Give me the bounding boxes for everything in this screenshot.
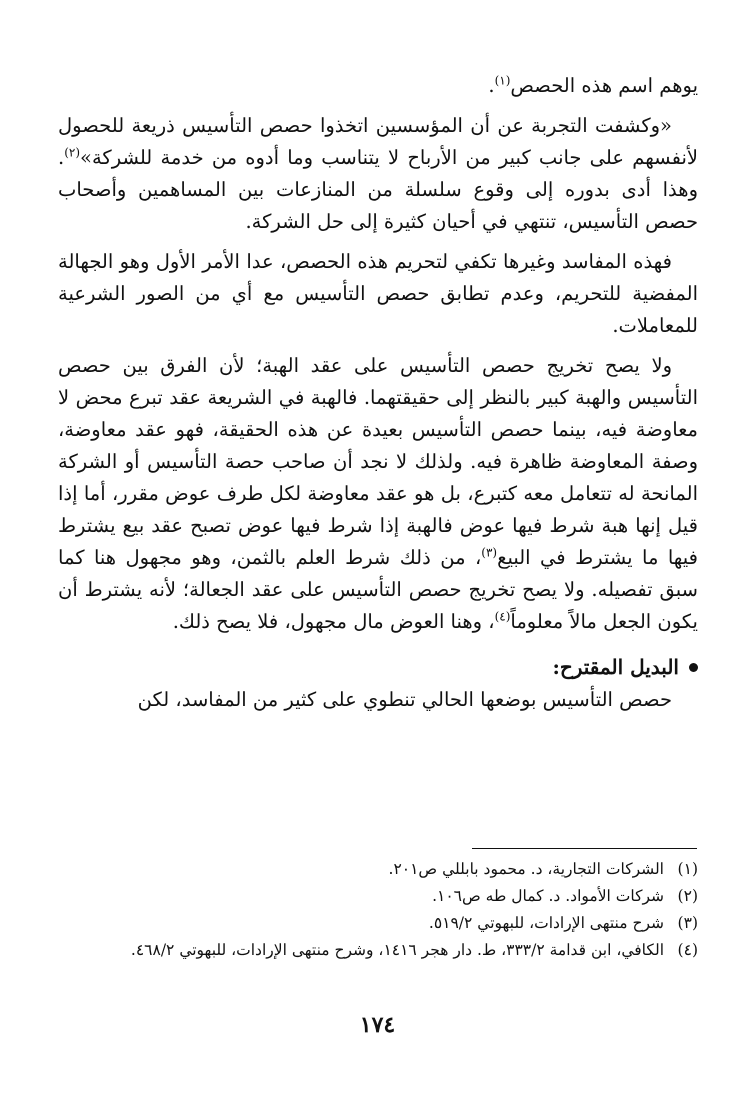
- footnote-ref-1: (١): [494, 73, 511, 88]
- footnote-2: [58, 883, 698, 910]
- footnote-text: الشركات التجارية، د. محمود بابللي ص٢٠١.: [388, 860, 664, 878]
- footnote-number: (٤): [677, 941, 698, 959]
- paragraph-4-part-c: ، وهنا العوض مال مجهول، فلا يصح ذلك.: [172, 610, 495, 633]
- footnote-text: الكافي، ابن قدامة ٣٣٣/٢، ط. دار هجر ١٤١٦، وشرح منتهى الإرادات، للبهوتي ٤٦٨/٢.: [130, 941, 664, 959]
- section-heading-text: البديل المقترح:: [552, 655, 679, 679]
- bullet-icon: [689, 663, 698, 672]
- paragraph-2-end: . وهذا أدى بدوره إلى وقوع سلسلة من المنازعات بين المساهمين وأصحاب حصص التأسيس، تنتهي في أحيان كثيرة إلى حل الشركة.: [58, 146, 698, 233]
- footnote-text: شركات الأمواد. د. كمال طه ص١٠٦.: [432, 887, 664, 905]
- paragraph-3: فهذه المفاسد وغيرها تكفي لتحريم هذه الحصص، عدا الأمر الأول وهو الجهالة المفضية للتحريم، وعدم تطابق حصص التأسيس مع أي من الصور الشرعية للمعاملات.: [58, 250, 698, 337]
- footnote-4: [58, 937, 698, 964]
- paragraph-2-quote: «وكشفت التجربة عن أن المؤسسين اتخذوا حصص التأسيس ذريعة للحصول لأنفسهم على جانب كبير من الأرباح لا يتناسب وما أدوه من خدمة للشركة»: [58, 114, 698, 169]
- footnote-text: شرح منتهى الإرادات، للبهوتي ٥١٩/٢.: [428, 914, 664, 932]
- footnotes: [58, 856, 698, 964]
- footnote-3: [58, 910, 698, 937]
- paragraph-1-text: يوهم اسم هذه الحصص: [510, 74, 698, 97]
- paragraph-4: [58, 350, 698, 638]
- footnote-1: [58, 856, 698, 883]
- page-body: [58, 70, 698, 716]
- footnote-number: (١): [677, 860, 698, 878]
- footnote-separator: [472, 848, 697, 849]
- page-number: ١٧٤: [359, 1012, 396, 1038]
- footnote-ref-4: (٤): [494, 609, 511, 624]
- paragraph-4-part-b: ، من ذلك شرط العلم بالثمن، وهو مجهول هنا كما سبق تفصيله. ولا يصح تخريج حصص التأسيس على عقد الجعالة؛ لأنه يشترط أن يكون الجعل مالاً معلوماً: [58, 546, 698, 633]
- footnote-number: (٢): [677, 887, 698, 905]
- paragraph-5: حصص التأسيس بوضعها الحالي تنطوي على كثير من المفاسد، لكن: [137, 688, 672, 711]
- footnote-number: (٣): [677, 914, 698, 932]
- section-heading: [58, 650, 698, 684]
- paragraph-2: [58, 110, 698, 238]
- footnote-ref-2: (٢): [64, 145, 81, 160]
- footnote-ref-3: (٣): [481, 545, 498, 560]
- paragraph-4-part-a: ولا يصح تخريج حصص التأسيس على عقد الهبة؛ لأن الفرق بين حصص التأسيس والهبة كبير بالنظر إلى حقيقتهما. فالهبة في الشريعة عقد تبرع محض لا معاوضة فيه، بينما حصص التأسيس بعيدة عن هذه الحقيقة، فهو عقد معاوضة، وصفة المعاوضة ظاهرة فيه. ولذلك لا نجد أن صاحب حصة التأسيس أو الشركة المانحة له تتعامل معه كتبرع، بل هو عقد معاوضة لكل طرف عوض مقرر، أما إذا قيل إنها هبة شرط فيها عوض فالهبة إذا شرط فيها عوض تصبح عقد بيع يشترط فيها ما يشترط في البيع: [58, 354, 698, 569]
- paragraph-1-end: .: [488, 74, 495, 97]
- paragraph-1: [58, 70, 698, 102]
